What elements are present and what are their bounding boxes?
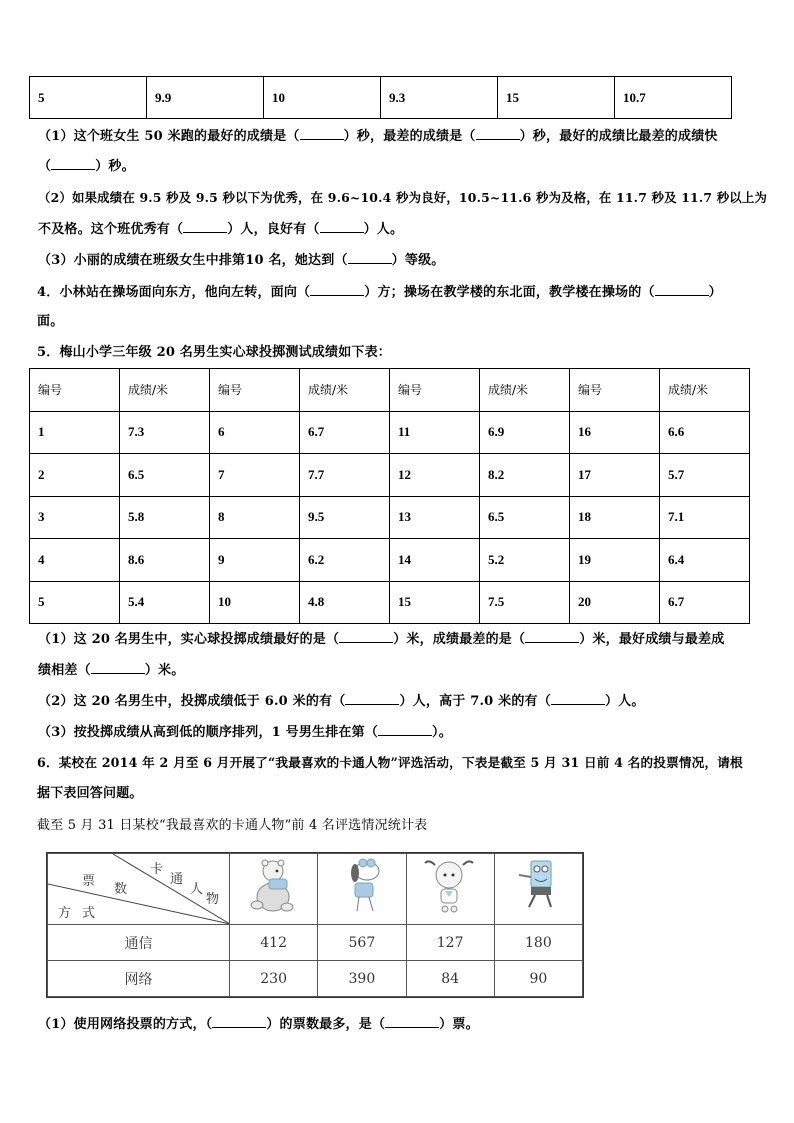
text: ）	[708, 285, 722, 300]
table-cell: 6.2	[300, 539, 390, 582]
answer-blank[interactable]	[525, 630, 579, 643]
column-header: 成绩/米	[120, 369, 210, 412]
text: （	[38, 159, 52, 174]
q4-line1	[37, 283, 722, 301]
text: （1）使用网络投票的方式，（	[38, 1017, 213, 1032]
answer-blank[interactable]	[310, 283, 364, 296]
bear-icon	[239, 857, 309, 917]
dog-character-image	[318, 854, 406, 925]
corner-label: 人	[190, 882, 204, 897]
corner-label: 数	[114, 882, 128, 897]
table-cell: 18	[570, 496, 660, 539]
table-cell: 390	[318, 961, 406, 997]
table-cell: 8	[210, 496, 300, 539]
corner-label: 方	[58, 906, 72, 921]
diagonal-corner-header	[48, 854, 230, 925]
table-row	[30, 581, 750, 624]
table-row	[30, 77, 732, 119]
table-cell: 6.5	[120, 454, 210, 497]
corner-label: 物	[206, 892, 220, 907]
text: ）米，成绩最差的是（	[393, 632, 526, 647]
text: （1）这 20 名男生中，实心球投掷成绩最好的是（	[38, 632, 340, 647]
corner-label: 卡	[150, 862, 164, 877]
table-cell: 16	[570, 411, 660, 454]
cartoon-vote-table	[46, 852, 584, 998]
cartoon-vote-grid	[47, 853, 583, 997]
corner-label: 通	[170, 872, 184, 887]
table-header-row	[48, 854, 583, 925]
table-cell: 11	[390, 411, 480, 454]
q3-sub2-line2	[38, 220, 403, 238]
table-cell: 9.9	[147, 77, 264, 119]
table-cell: 6.9	[480, 411, 570, 454]
table-header-row	[30, 369, 750, 412]
table-cell: 90	[494, 961, 582, 997]
corner-label: 式	[82, 906, 96, 921]
table-cell: 84	[406, 961, 494, 997]
q6-table-caption: 截至 5 月 31 日某校“我最喜欢的卡通人物”前 4 名评选情况统计表	[37, 818, 428, 833]
table-cell: 14	[390, 539, 480, 582]
table-cell: 8.6	[120, 539, 210, 582]
table-row	[30, 496, 750, 539]
table-cell: 230	[230, 961, 318, 997]
table-cell: 10	[264, 77, 381, 119]
text: ）人，良好有（	[227, 222, 320, 237]
table-row	[30, 411, 750, 454]
text: ）人，高于 7.0 米的有（	[399, 694, 551, 709]
answer-blank[interactable]	[345, 692, 399, 705]
table-cell: 6.4	[660, 539, 750, 582]
text: ）方；操场在教学楼的东北面，教学楼在操场的（	[364, 285, 655, 300]
q5-sub1-line1	[38, 630, 724, 648]
sponge-character-image	[494, 854, 582, 925]
table-cell: 12	[390, 454, 480, 497]
answer-blank[interactable]	[183, 220, 227, 233]
text: （1）这个班女生 50 米跑的最好的成绩是（	[38, 129, 300, 144]
table-cell: 5	[30, 77, 147, 119]
table-cell: 567	[318, 925, 406, 961]
q3-sub3	[38, 251, 444, 269]
column-header: 编号	[570, 369, 660, 412]
text: 4．小林站在操场面向东方，他向左转，面向（	[37, 285, 311, 300]
q5-sub3	[38, 723, 452, 741]
corner-label: 票	[82, 874, 96, 889]
text: ）米。	[144, 663, 185, 678]
dog-icon	[327, 857, 397, 917]
q3-sub1-line2	[38, 157, 135, 175]
text: （3）小丽的成绩在班级女生中排第10 名，她达到（	[38, 253, 348, 268]
q5-title: 5．梅山小学三年级 20 名男生实心球投掷测试成绩如下表：	[37, 345, 391, 360]
q5-sub1-line2	[38, 661, 184, 679]
table-row	[30, 454, 750, 497]
table-row	[48, 961, 583, 997]
text: （2）这 20 名男生中，投掷成绩低于 6.0 米的有（	[38, 694, 346, 709]
column-header: 成绩/米	[660, 369, 750, 412]
answer-blank[interactable]	[378, 723, 432, 736]
table-cell: 8.2	[480, 454, 570, 497]
table-cell: 5.2	[480, 539, 570, 582]
table-cell: 9.5	[300, 496, 390, 539]
q6-sub1	[38, 1015, 479, 1033]
text: ）人。	[363, 222, 404, 237]
table-cell: 10	[210, 581, 300, 624]
text: （3）按投掷成绩从高到低的顺序排列，1 号男生排在第（	[38, 725, 379, 740]
column-header: 编号	[390, 369, 480, 412]
table-cell: 19	[570, 539, 660, 582]
table-cell: 5.8	[120, 496, 210, 539]
table-cell: 127	[406, 925, 494, 961]
table-cell: 5.4	[120, 581, 210, 624]
table-cell: 6.7	[660, 581, 750, 624]
goat-icon	[415, 857, 485, 917]
answer-blank[interactable]	[300, 127, 344, 140]
table-cell: 17	[570, 454, 660, 497]
table-cell: 6.7	[300, 411, 390, 454]
text: ）等级。	[391, 253, 445, 268]
table-cell: 7.1	[660, 496, 750, 539]
table-cell: 6.6	[660, 411, 750, 454]
q3-sub2-line1: （2）如果成绩在 9.5 秒及 9.5 秒以下为优秀，在 9.6~10.4 秒为良好，10.5~11.6 秒为及格，在 11.7 秒及 11.7 秒以上为	[38, 190, 768, 205]
table-cell: 20	[570, 581, 660, 624]
answer-blank[interactable]	[51, 157, 95, 170]
table-cell: 13	[390, 496, 480, 539]
table-cell: 9.3	[381, 77, 498, 119]
answer-blank[interactable]	[551, 692, 605, 705]
answer-blank[interactable]	[348, 251, 392, 264]
answer-blank[interactable]	[476, 127, 520, 140]
table-cell: 10.7	[615, 77, 732, 119]
bear-character-image	[230, 854, 318, 925]
table-cell: 7.3	[120, 411, 210, 454]
table-cell: 4	[30, 539, 120, 582]
q6-line1: 6．某校在 2014 年 2 月至 6 月开展了“我最喜欢的卡通人物”评选活动，下表是截至 5 月 31 日前 4 名的投票情况，请根	[37, 755, 743, 770]
row-label: 通信	[48, 925, 230, 961]
text: ）秒，最差的成绩是（	[343, 129, 476, 144]
answer-blank[interactable]	[320, 220, 364, 233]
table-cell: 15	[498, 77, 615, 119]
text: ）人。	[604, 694, 645, 709]
table-cell: 3	[30, 496, 120, 539]
q5-sub2	[38, 692, 645, 710]
table-cell: 6	[210, 411, 300, 454]
text: 不及格。这个班优秀有（	[38, 222, 184, 237]
table-cell: 412	[230, 925, 318, 961]
table-cell: 5.7	[660, 454, 750, 497]
text: ）秒。	[95, 159, 135, 174]
girls-50m-table-continuation	[29, 76, 732, 119]
goat-character-image	[406, 854, 494, 925]
answer-blank[interactable]	[212, 1015, 266, 1028]
text: ）秒，最好的成绩比最差的成绩快	[519, 129, 718, 144]
column-header: 编号	[210, 369, 300, 412]
table-cell: 15	[390, 581, 480, 624]
table-cell: 7.7	[300, 454, 390, 497]
answer-blank[interactable]	[91, 661, 145, 674]
table-row	[30, 539, 750, 582]
answer-blank[interactable]	[339, 630, 393, 643]
table-cell: 9	[210, 539, 300, 582]
table-cell: 1	[30, 411, 120, 454]
text: ）的票数最多，是（	[266, 1017, 386, 1032]
table-cell: 7.5	[480, 581, 570, 624]
answer-blank[interactable]	[655, 283, 709, 296]
sponge-icon	[503, 857, 573, 917]
text: ）。	[432, 725, 452, 740]
answer-blank[interactable]	[385, 1015, 439, 1028]
q4-line2: 面。	[37, 314, 64, 329]
text: ）米，最好成绩与最差成	[579, 632, 725, 647]
table-cell: 7	[210, 454, 300, 497]
q3-sub1-line1	[38, 127, 718, 145]
text: ）票。	[439, 1017, 479, 1032]
column-header: 成绩/米	[480, 369, 570, 412]
q6-line2: 据下表回答问题。	[37, 786, 143, 801]
table-cell: 5	[30, 581, 120, 624]
table-cell: 4.8	[300, 581, 390, 624]
table-row	[48, 925, 583, 961]
table-cell: 180	[494, 925, 582, 961]
column-header: 编号	[30, 369, 120, 412]
table-cell: 6.5	[480, 496, 570, 539]
text: 绩相差（	[38, 663, 91, 678]
column-header: 成绩/米	[300, 369, 390, 412]
boys-shotput-table	[29, 368, 750, 624]
table-cell: 2	[30, 454, 120, 497]
row-label: 网络	[48, 961, 230, 997]
